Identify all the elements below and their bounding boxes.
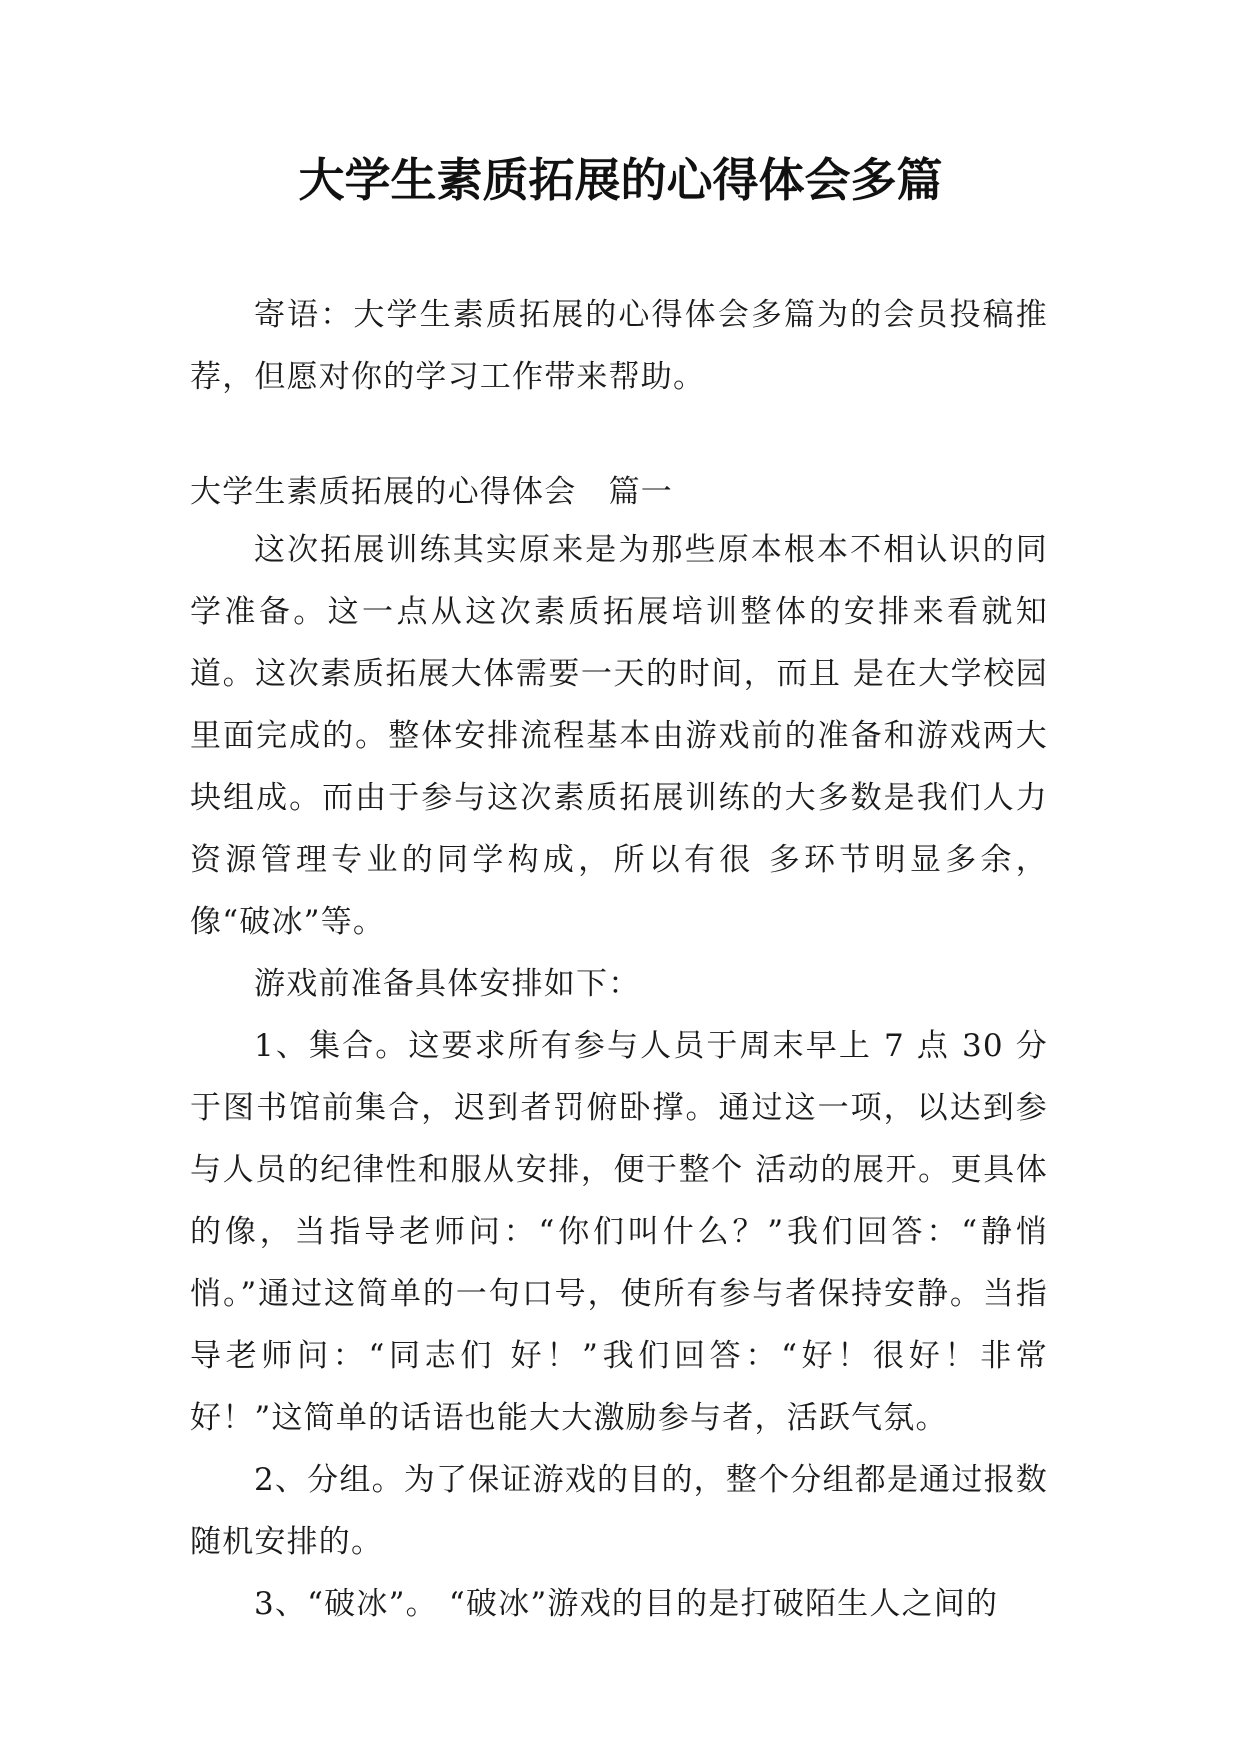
body-paragraph: 1、集合。这要求所有参与人员于周末早上 7 点 30 分于图书馆前集合，迟到者罚俯卧撑。通过这一项，以达到参与人员的纪律性和服从安排，便于整个 活动的展开。更具体的像，当指导老师问：“你们叫什么？”我们回答：“静悄悄。”通过这简单的一句口号，使所有参与者保持安静。当指导老师问：“同志们 好！”我们回答：“好！很好！非常好！”这简单的话语也能大大激励参与者，活跃气氛。 xyxy=(190,1028,1048,1436)
preface-paragraph: 寄语：大学生素质拓展的心得体会多篇为的会员投稿推荐，但愿对你的学习工作带来帮助。 xyxy=(190,297,1048,395)
document-body xyxy=(190,519,1048,1635)
body-paragraph: 这次拓展训练其实原来是为那些原本根本不相认识的同学准备。这一点从这次素质拓展培训整体的安排来看就知道。这次素质拓展大体需要一天的时间，而且 是在大学校园里面完成的。整体安排流程基本由游戏前的准备和游戏两大块组成。而由于参与这次素质拓展训练的大多数是我们人力资源管理专业的同学构成，所以有很 多环节明显多余，像“破冰”等。 xyxy=(190,532,1048,940)
section-heading: 大学生素质拓展的心得体会 篇一 xyxy=(190,474,673,510)
document-title: 大学生素质拓展的心得体会多篇 xyxy=(298,153,943,207)
body-paragraph: 游戏前准备具体安排如下： xyxy=(254,966,641,1002)
body-paragraph: 2、分组。为了保证游戏的目的，整个分组都是通过报数随机安排的。 xyxy=(190,1462,1048,1560)
body-paragraph: 3、“破冰”。 “破冰”游戏的目的是打破陌生人之间的 xyxy=(254,1586,999,1622)
